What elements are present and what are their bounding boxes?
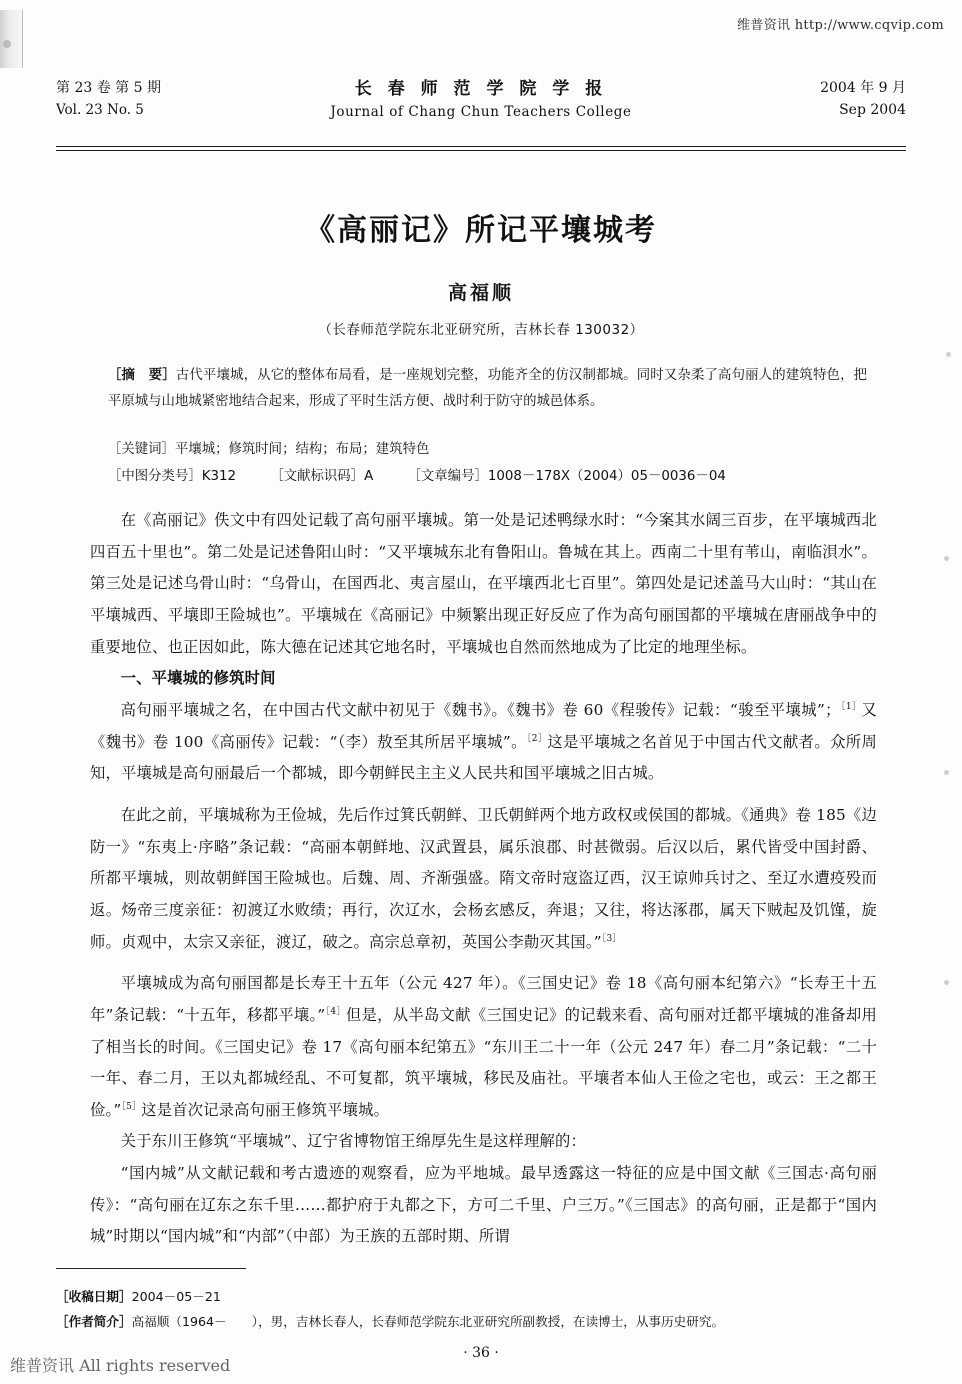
page-speck — [944, 556, 949, 561]
page-title: 《高丽记》所记平壤城考 — [305, 213, 657, 248]
abstract-block — [108, 363, 867, 415]
article-body — [90, 505, 877, 1253]
clc-label: ［中图分类号］ — [108, 469, 202, 484]
articleid-segment — [408, 469, 726, 484]
body-paragraph: 关于东川王修筑“平壤城”、辽宁省博物馆王绵厚先生是这样理解的： — [120, 1132, 587, 1151]
author-affiliation: （长春师范学院东北亚研究所，吉林长春 130032） — [318, 322, 644, 338]
volume-line-cn: 第 23 卷 第 5 期 — [56, 80, 161, 96]
author-name: 高福顺 — [447, 282, 514, 304]
volume-info — [56, 78, 161, 121]
footnote-divider — [56, 1268, 246, 1269]
classification-block — [108, 464, 867, 489]
issue-date-en: Sep 2004 — [839, 101, 906, 118]
articleid-value: 1008－178X（2004）05－0036－04 — [487, 469, 726, 484]
body-paragraph: 高句丽平壤城之名，在中国古代文献中初见于《魏书》。《魏书》卷 60《程骏传》记载：“骏至平壤城”；$^{[1]}$又《魏书》卷 100《高丽传》记载：“（李）敖至其所居平壤城”。$^{[2]}$这是平壤城之名首见于中国古代文献者。众所周知，平壤城是高句丽最后一个都城，即今朝鲜民主主义人民共和国平壤城之旧古城。 — [90, 700, 877, 783]
body-paragraph: 在此之前，平壤城称为王俭城，先后作过箕氏朝鲜、卫氏朝鲜两个地方政权或侯国的都城。《通典》卷 185《边防一》“东夷上·序略”条记载：“高丽本朝鲜地、汉武置县，属乐浪郡、时甚微弱。后汉以后，累代皆受中国封爵、所都平壤城，则故朝鲜国王险城也。后魏、周、齐渐强盛。隋文帝时寇盗辽西，汉王谅帅兵讨之、至辽水遭疫殁而返。炀帝三度亲征：初渡辽水败绩；再行，次辽水，会杨玄感反，奔退；又往，将达涿郡，属天下贼起及饥馑，旋师。贞观中，太宗又亲征，渡辽，破之。高宗总章初，英国公李勣灭其国。”$^{[3]}$ — [90, 805, 877, 951]
received-date-value: 2004－05－21 — [131, 1289, 221, 1304]
articleid-label: ［文章编号］ — [407, 469, 488, 484]
page-speck — [946, 352, 951, 357]
body-paragraph: 在《高丽记》佚文中有四处记载了高句丽平壤城。第一处是记述鸭绿水时：“今案其水阔三百步，在平壤城西北四百五十里也”。第二处是记述鲁阳山时：“又平壤城东北有鲁阳山。鲁城在其上。西南二十里有苇山，南临浿水”。第三处是记述乌骨山时：“乌骨山，在国西北、夷言屋山，在平壤西北七百里”。第四处是记述盖马大山时：“其山在平壤城西、平壤即王险城也”。平壤城在《高丽记》中频繁出现正好反应了作为高句丽国都的平壤城在唐丽战争中的重要地位、也正因如此，陈大德在记述其它地名时，平壤城也自然而然地成为了比定的地理坐标。 — [90, 511, 877, 656]
journal-header — [56, 74, 906, 140]
page-speck — [944, 770, 949, 775]
clc-value: K312 — [201, 469, 237, 484]
journal-title-cn: 长 春 师 范 学 院 学 报 — [354, 79, 608, 99]
author-bio-value: 高福顺（1964－ ），男，吉林长春人，长春师范学院东北亚研究所副教授，在读博士，从事历史研究。 — [131, 1314, 725, 1330]
body-paragraph: 平壤城成为高句丽国都是长寿王十五年（公元 427 年）。《三国史记》卷 18《高句丽本纪第六》“长寿王十五年”条记载：“十五年，移都平壤。”$^{[4]}$但是，从半岛文献《三国史记》的记载来看、高句丽对迁都平壤城的准备却用了相当长的时间。《三国史记》卷 17《高句丽本纪第五》“东川王二十一年（公元 247 年）春二月”条记载：“二十一年、春二月，王以丸都城经乱、不可复都，筑平壤城，移民及庙社。平壤者本仙人王俭之宅也，或云：王之都王俭。”$^{[5]}$这是首次记录高句丽王修筑平壤城。 — [90, 974, 877, 1119]
clc-segment — [108, 469, 236, 484]
header-divider — [56, 146, 906, 147]
doccode-label: ［文献标识码］ — [270, 469, 365, 484]
footnote-block — [56, 1284, 872, 1334]
keywords-text: 平壤城；修筑时间；结构；布局；建筑特色 — [174, 442, 430, 457]
watermark-top: 维普资讯 http://www.cqvip.com — [737, 18, 944, 33]
issue-date-cn: 2004 年 9 月 — [820, 80, 906, 96]
abstract-label: ［摘 要］ — [108, 368, 176, 383]
watermark-bottom: 维普资讯 All rights reserved — [10, 1356, 231, 1375]
body-paragraph: 一、平壤城的修筑时间 — [120, 669, 276, 688]
journal-title-block — [330, 74, 631, 120]
volume-line-en: Vol. 23 No. 5 — [56, 101, 144, 118]
abstract-text: 古代平壤城，从它的整体布局看，是一座规划完整，功能齐全的仿汉制都城。同时又杂柔了高句丽人的建筑特色，把平原城与山地城紧密地结合起来，形成了平时生活方便、战时利于防守的城邑体系。 — [108, 368, 868, 410]
page-speck — [944, 980, 949, 985]
received-date-line — [56, 1284, 872, 1309]
body-paragraph: “国内城”从文献记载和考古遗迹的观察看，应为平地城。最早透露这一特征的应是中国文献《三国志·高句丽传》：“高句丽在辽东之东千里……都护府于丸都之下，方可二千里、户三万。”《三国志》的高句丽，正是都于“国内城”时期以“国内城”和“内部”（中部）为王族的五部时期、所谓 — [90, 1164, 877, 1246]
received-date-label: ［收稿日期］ — [56, 1289, 132, 1304]
author-bio-line — [56, 1309, 872, 1334]
keywords-label: ［关键词］ — [108, 442, 175, 457]
doccode-segment — [270, 469, 373, 484]
keywords-block — [108, 437, 867, 462]
page-number: · 36 · — [463, 1345, 499, 1361]
issue-date — [820, 78, 906, 121]
author-bio-label: ［作者简介］ — [56, 1314, 132, 1330]
journal-title-en: Journal of Chang Chun Teachers College — [330, 104, 632, 120]
page-spine-artifact — [0, 10, 23, 68]
doccode-value: A — [364, 469, 374, 484]
